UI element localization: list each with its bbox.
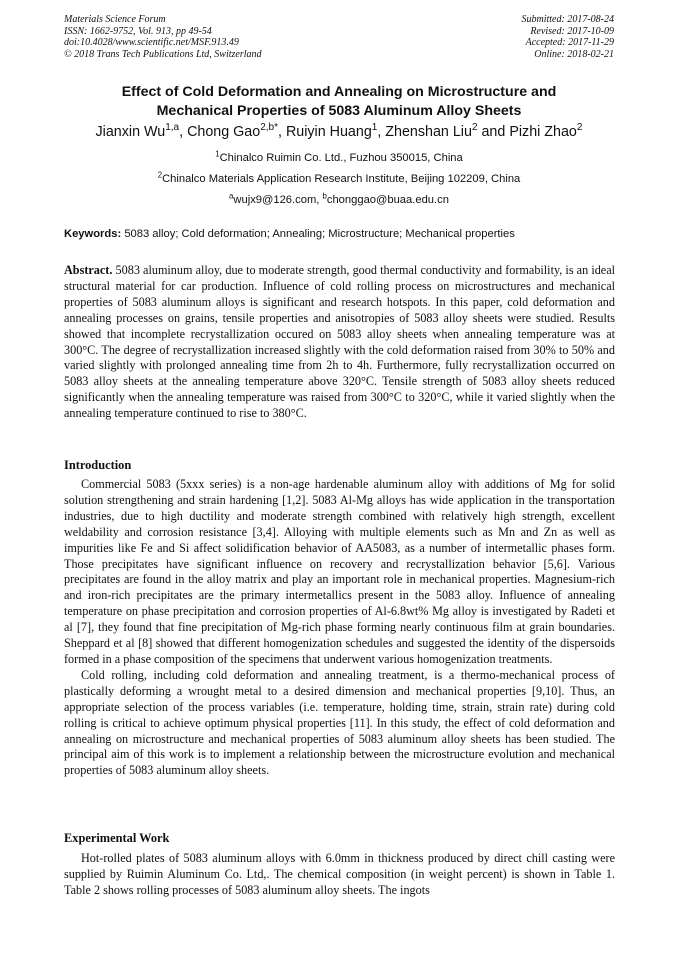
email-mark: b [322,191,327,201]
introduction-paragraph-1: Commercial 5083 (5xxx series) is a non-age hardenable aluminum alloy with additions of Mg for solid solution strengthening and strain hardening [1,2]. 5083 Al-Mg alloys has wide application in the transportation industries, due to high ductility and moderate strength combined with relatively high strength, excellent weldability and corrosion resistance [3,4]. Alloying with multiple elements such as Mn and Zn as well as impurities like Fe and Si affect solidification behavior of AA5083, as a number of intermetallic phases form. Those precipitates have significant influence on recovery and recrystallization behavior [5,6]. Various precipitates are found in the alloy matrix and play an important role in mechanical properties. Magnesium-rich and iron-rich precipitates are the primary intermetallics present in the 5083 alloy. Influence of annealing temperature on phase precipitation and corrosion properties of Al-6.8wt% Mg alloy is investigated by Radeti et al [7], they found that fine precipitation of Mg-rich phase forming nearly continuous film at grain boundaries. Sheppard et al [8] showed that different homogenization schedules and suggested the identity of the dispersoids formed in a phase composition of the specimens that underwent various homogenization treatments. [64,477,615,666]
author-affiliation-mark: 1,a [165,122,180,134]
affiliation-mark: 2 [157,170,163,180]
author-name: Pizhi Zhao [509,124,577,140]
keywords-label: Keywords: [64,228,122,240]
author-name: Jianxin Wu [95,124,166,140]
abstract-label: Abstract. [64,263,113,277]
journal-copyright: © 2018 Trans Tech Publications Ltd, Switzerland [64,48,262,60]
journal-name: Materials Science Forum [64,14,166,25]
author-list: Jianxin Wu$^{1,a}$, Chong Gao$^{2,b*}$, Ruiyin Huang$^1$, Zhenshan Liu$^2$ and Pizhi Zhao$^2$ [95,122,583,140]
affiliation-text: Chinalco Ruimin Co. Ltd., Fuzhou 350015, China [219,152,463,164]
journal-doi[interactable]: doi:10.4028/www.scientific.net/MSF.913.49 [64,37,239,49]
abstract [64,263,615,422]
author-affiliation-mark: 1 [371,122,378,134]
title-line-2: Mechanical Properties of 5083 Aluminum Alloy Sheets [156,102,522,119]
introduction-paragraph-2: Cold rolling, including cold deformation and annealing treatment, is a thermo-mechanical process of plastically deforming a wrought metal to a desired dimension and mechanical properties [9,10]. Thus, an appropriate selection of the process variables (i.e. temperature, holding time, strain, strain rate) during cold rolling is critical to achieve optimum physical properties [11]. In this study, the effect of cold deformation and annealing on microstructure and mechanical properties of 5083 aluminum alloy sheets has been studied. The principal aim of this work is to implement a relationship between the microstructure evolution and mechanical properties of 5083 aluminum alloy sheets. [64,667,615,778]
publication-dates [522,14,615,60]
email-a-link[interactable]: wujx9@126.com, [233,194,320,206]
revised-date: Revised: 2017-10-09 [530,25,614,37]
author-name: Zhenshan Liu [385,124,472,140]
keywords-text: 5083 alloy; Cold deformation; Annealing; Microstructure; Mechanical properties [124,228,515,240]
author-affiliation-mark: 2,b* [260,122,278,134]
paper-title [40,83,638,120]
author-affiliation-mark: 2 [576,122,583,134]
submitted-date: Submitted: 2017-08-24 [521,14,614,25]
abstract-text: 5083 aluminum alloy, due to moderate strength, good thermal conductivity and formability, is an ideal structural material for car production. Influence of cold rolling process on microstructures and mechanical properties of 5083 aluminum alloys is significant and research hotspots. In this paper, cold deformation and annealing processes on grains, tensile properties and anisotropies of 5083 alloy sheets were studied. Results showed that incomplete recrystallization occured on 5083 alloy sheets when annealing temperature was at 300°C. The degree of recrystallization increased slightly with the cold deformation raised from 30% to 50% and varied slightly with prolonged annealing time from 2h to 4h. Furthermore, fully recrystallization occurred on 5083 alloy sheets at the annealing temperature above 320°C. Tensile strength of 5083 alloy sheets reduced significantly when the annealing temperature was raised from 300°C to 320°C, while it varied slightly when the annealing temperature continued to rise to 380°C. [64,263,615,421]
email-mark: a [229,191,234,201]
introduction-section [64,477,615,779]
author-affiliation-mark: 2 [471,122,478,134]
journal-info [64,14,262,60]
introduction-heading: Introduction [64,458,132,472]
journal-issn: ISSN: 1662-9752, Vol. 913, pp 49-54 [64,25,212,37]
author-conjunction: and [481,124,506,140]
experimental-section [64,851,615,899]
accepted-date: Accepted: 2017-11-29 [525,37,614,49]
affiliation-text: Chinalco Materials Application Research Institute, Beijing 102209, China [162,173,521,185]
author-name: Ruiyin Huang [285,124,372,140]
email-b-link[interactable]: chonggao@buaa.edu.cn [326,194,449,206]
author-name: Chong Gao [187,124,261,140]
author-emails [40,193,638,208]
affiliation-1 [40,151,638,166]
keywords [64,227,624,242]
experimental-heading: Experimental Work [64,831,170,845]
affiliation-2 [40,172,638,187]
title-line-1: Effect of Cold Deformation and Annealing on Microstructure and [121,84,557,100]
affiliation-mark: 1 [215,149,220,159]
experimental-paragraph-1: Hot-rolled plates of 5083 aluminum alloys with 6.0mm in thickness produced by direct chill casting were supplied by Ruimin Aluminum Co. Ltd,. The chemical composition (in weight percent) is shown in Table 1. Table 2 shows rolling processes of 5083 aluminum alloy sheets. The ingots [64,851,615,897]
online-date: Online: 2018-02-21 [534,48,614,60]
